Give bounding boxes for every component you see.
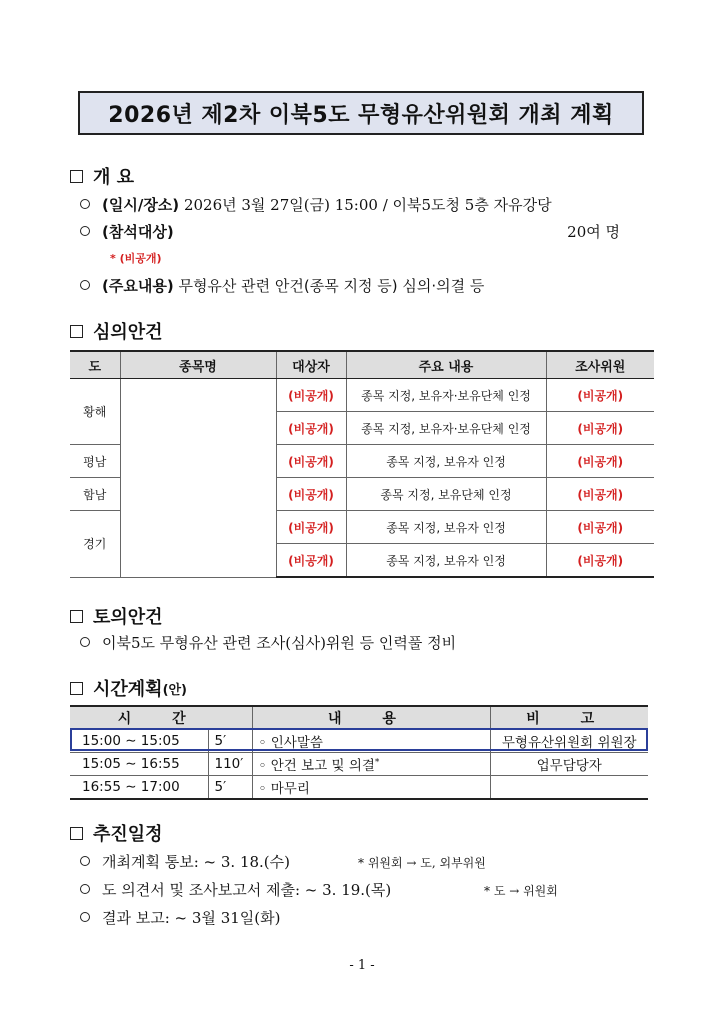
section-time-plan: [70, 675, 187, 701]
target-cell: (비공개): [276, 511, 346, 544]
col-header: 종목명: [120, 351, 276, 379]
timeline-item: 개최계획 통보: ~ 3. 18.(수): [80, 851, 290, 872]
square-bullet-icon: [70, 610, 83, 623]
province-cell: 경기: [70, 511, 120, 578]
circle-bullet-icon: [80, 884, 90, 894]
section-timeline: [70, 820, 163, 846]
square-bullet-icon: [70, 827, 83, 840]
square-bullet-icon: [70, 170, 83, 183]
province-cell: 황해: [70, 379, 120, 445]
content-cell: ◦ 안건 보고 및 의결*: [252, 753, 490, 776]
overview-content: (주요내용) 무형유산 관련 안건(종목 지정 등) 심의·의결 등: [80, 275, 484, 296]
content-cell: ◦ 마무리: [252, 776, 490, 800]
member-cell: (비공개): [546, 379, 654, 412]
member-cell: (비공개): [546, 412, 654, 445]
section-heading: 토의안건: [93, 607, 163, 628]
circle-bullet-icon: [80, 856, 90, 866]
content-cell: ◦ 인사말씀: [252, 730, 490, 753]
content-cell: 종목 지정, 보유자 인정: [346, 511, 546, 544]
section-overview: [70, 163, 134, 189]
duration-cell: 5′: [208, 776, 252, 800]
section-heading: 심의안건: [93, 322, 163, 343]
content-cell: 종목 지정, 보유자 인정: [346, 544, 546, 578]
section-heading: 시간계획: [93, 679, 163, 700]
col-header: 주요 내용: [346, 351, 546, 379]
target-cell: (비공개): [276, 445, 346, 478]
col-header: 조사위원: [546, 351, 654, 379]
target-cell: (비공개): [276, 412, 346, 445]
table-row: [70, 776, 648, 800]
item-name-cell: [120, 379, 276, 578]
content-cell: 종목 지정, 보유자 인정: [346, 445, 546, 478]
overview-datetime: (일시/장소) 2026년 3월 27일(금) 15:00 / 이북5도청 5층 자유강당: [80, 194, 552, 215]
time-cell: 16:55 ∼ 17:00: [70, 776, 208, 800]
note-cell: [490, 776, 648, 800]
section-heading: 추진일정: [93, 824, 163, 845]
col-header: 시 간: [70, 706, 252, 730]
member-cell: (비공개): [546, 544, 654, 578]
attendee-count: 20여 명: [567, 223, 620, 241]
square-bullet-icon: [70, 325, 83, 338]
circle-bullet-icon: [80, 912, 90, 922]
circle-bullet-icon: [80, 226, 90, 236]
timeline-note: * 도 → 위원회: [484, 884, 558, 898]
col-header: 내 용: [252, 706, 490, 730]
document-title: 2026년 제2차 이북5도 무형유산위원회 개최 계획: [78, 91, 644, 135]
province-cell: 평남: [70, 445, 120, 478]
col-header: 도: [70, 351, 120, 379]
province-cell: 함남: [70, 478, 120, 511]
circle-bullet-icon: [80, 199, 90, 209]
heading-suffix: (안): [162, 682, 188, 698]
target-cell: (비공개): [276, 478, 346, 511]
duration-cell: 110′: [208, 753, 252, 776]
duration-cell: 5′: [208, 730, 252, 753]
note-cell: 무형유산위원회 위원장: [490, 730, 648, 753]
section-discussion: [70, 603, 163, 629]
target-cell: (비공개): [276, 544, 346, 578]
table-row: [70, 753, 648, 776]
content-cell: 종목 지정, 보유자·보유단체 인정: [346, 412, 546, 445]
col-header: 비 고: [490, 706, 648, 730]
section-heading: 개 요: [93, 167, 135, 188]
content-cell: 종목 지정, 보유자·보유단체 인정: [346, 379, 546, 412]
table-row: [70, 379, 654, 412]
discussion-item: 이북5도 무형유산 관련 조사(심사)위원 등 인력풀 정비: [80, 632, 456, 653]
timeline-item: 도 의견서 및 조사보고서 제출: ~ 3. 19.(목): [80, 879, 391, 900]
member-cell: (비공개): [546, 445, 654, 478]
overview-attendees: (참석대상) 20여 명: [80, 221, 620, 242]
timeline-note: * 위원회 → 도, 외부위원: [358, 856, 486, 870]
time-plan-table: [70, 705, 648, 800]
section-deliberation: [70, 318, 163, 344]
time-cell: 15:05 ∼ 16:55: [70, 753, 208, 776]
member-cell: (비공개): [546, 478, 654, 511]
page-number: - 1 -: [349, 958, 375, 973]
note-cell: 업무담당자: [490, 753, 648, 776]
timeline-item: 결과 보고: ~ 3월 31일(화): [80, 907, 280, 928]
circle-bullet-icon: [80, 637, 90, 647]
content-cell: 종목 지정, 보유단체 인정: [346, 478, 546, 511]
table-row: [70, 730, 648, 753]
member-cell: (비공개): [546, 511, 654, 544]
square-bullet-icon: [70, 682, 83, 695]
deliberation-table: [70, 350, 654, 578]
circle-bullet-icon: [80, 280, 90, 290]
time-cell: 15:00 ∼ 15:05: [70, 730, 208, 753]
target-cell: (비공개): [276, 379, 346, 412]
attendees-note: * (비공개): [110, 252, 162, 265]
col-header: 대상자: [276, 351, 346, 379]
